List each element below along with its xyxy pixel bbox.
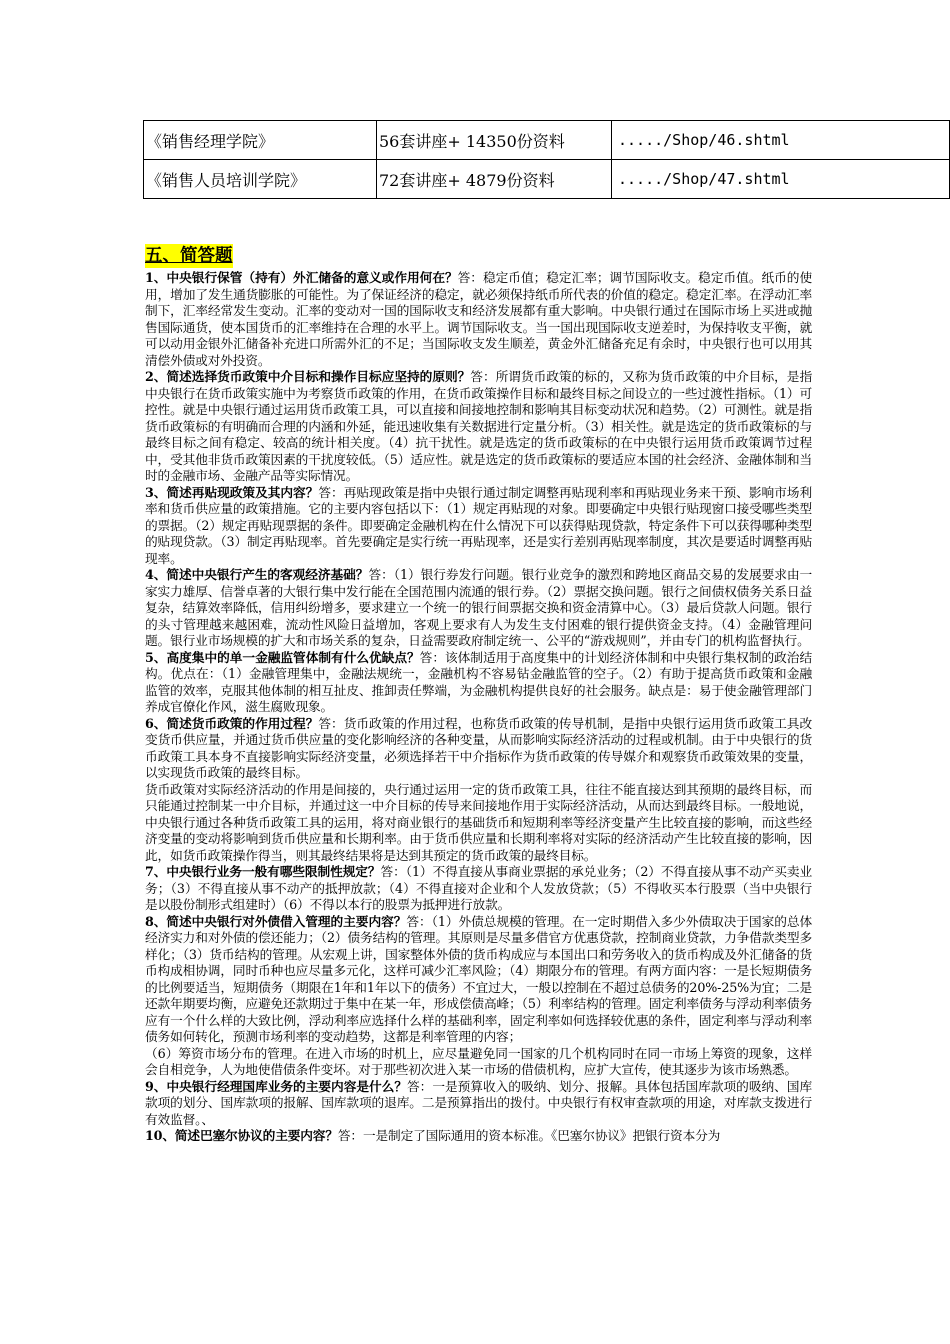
resource-table	[143, 120, 950, 199]
qa-paragraph	[145, 914, 812, 1046]
question-text: 2、简述选择货币政策中介目标和操作目标应坚持的原则？	[145, 369, 471, 384]
answer-text: 货币政策对实际经济活动的作用是间接的，央行通过运用一定的货币政策工具，往往不能直接达到其预期的最终目标，而只能通过控制某一中介目标，并通过这一中介目标的传导来间接地作用于实际经济活动，从而达到最终目标。一般地说，中央银行通过各种货币政策工具的运用，将对商业银行的基础货币和短期利率等经济变量产生比较直接的影响，而这些经济变量的变动将影响到货币供应量和长期利率。由于货币供应量和长期利率将对实际的经济活动产生比较直接的影响，因此，如货币政策操作得当，则其最终结果将是达到其预定的货币政策的最终目标。	[145, 781, 812, 863]
question-text: 6、简述货币政策的作用过程？	[145, 715, 319, 731]
short-answer-section	[145, 244, 812, 1145]
answer-text: 答：（1）不得直接从事商业票据的承兑业务；（2）不得直接从事不动产买卖业务；（3）不得直接从事不动产的抵押放款；（4）不得直接对企业和个人发放贷款；（5）不得收买本行股票（当中央银行是以股份制形式组建时）（6）不得以本行的股票为抵押进行放款。	[145, 864, 813, 912]
question-text: 1、中央银行保管（持有）外汇储备的意义或作用何在？	[145, 270, 458, 285]
answer-text: 答：稳定币值；稳定汇率；调节国际收支。稳定币值。纸币的使用，增加了发生通货膨胀的可能性。为了保证经济的稳定，就必须保持纸币所代表的价值的稳定。稳定汇率。在浮动汇率制下，汇率经常发生变动。汇率的变动对一国的国际收支和经济发展都有重大影响。中央银行通过在国际市场上买进或抛售国际通货，使本国货币的汇率维持在合理的水平上。调节国际收支。当一国出现国际收支逆差时，为保持收支平衡，就可以动用金银外汇储备补充进口所需外汇的不足；当国际收支发生顺差，黄金外汇储备充足有余时，中央银行也可以用其清偿外债或对外投资。	[145, 270, 812, 368]
answer-text: 答：（1）外债总规模的管理。在一定时期借入多少外债取决于国家的总体经济实力和对外债的偿还能力；（2）债务结构的管理。其原则是尽量多借官方优惠贷款，控制商业贷款，力争借款类型多样化；（3）货币结构的管理。从宏观上讲，国家整体外债的货币构成应与本国出口和劳务收入的货币构成及外汇储备的货币构成相协调，同时币种也应尽量多元化，这样可减少汇率风险；（4）期限分布的管理。有两方面内容：一是长短期债务的比例要适当，短期债务（期限在1年和1年以下的债务）不宜过大，一般以控制在不超过总债务的20%-25%为宜；二是还款年期要均衡，应避免还款期过于集中在某一年，形成偿债高峰；（5）利率结构的管理。固定利率债务与浮动利率债务应有一个什么样的大致比例，浮动利率应选择什么样的基础利率，固定利率如何选择较优惠的条件，固定利率与浮动利率债务如何转化，预测市场利率的变动趋势，这都是利率管理的内容；	[145, 913, 812, 1044]
qa-paragraph	[145, 369, 812, 485]
qa-paragraph	[145, 1128, 812, 1145]
answer-text: 答：再贴现政策是指中央银行通过制定调整再贴现利率和再贴现业务来干预、影响市场利率和货币供应量的政策措施。它的主要内容包括以下：（1）规定再贴现的对象。即要确定中央银行贴现窗口接受哪些类型的票据。（2）规定再贴现票据的条件。即要确定金融机构在什么情况下可以获得贴现贷款，特定条件下可以获得哪种类型的贴现贷款。（3）制定再贴现率。首先要确定是实行统一再贴现率，还是实行差别再贴现率制度，其次是要适时调整再贴现率。	[145, 484, 812, 566]
question-text: 7、中央银行业务一般有哪些限制性规定？	[145, 864, 381, 879]
qa-paragraph	[145, 567, 812, 650]
table-row	[144, 121, 950, 160]
qa-continuation	[145, 1046, 812, 1079]
table-row	[144, 160, 950, 199]
qa-continuation	[145, 782, 812, 865]
answer-text: 答：所谓货币政策的标的，又称为货币政策的中介目标，是指中央银行在货币政策实施中为考察货币政策的作用，在货币政策操作目标和最终目标之间设立的一些过渡性指标。（1）可控性。就是中央银行通过运用货币政策工具，可以直接和间接地控制和影响其目标变动状况和趋势。（2）可测性。就是指货币政策标的有明确而合理的内涵和外延，能迅速收集有关数据进行定量分析。（3）相关性。就是选定的货币政策标的与最终目标之间有稳定、较高的统计相关度。（4）抗干扰性。就是选定的货币政策标的在中央银行运用货币政策调节过程中，受其他非货币政策因素的干扰度较低。（5）适应性。就是选定的货币政策标的要适应本国的社会经济、金融体制和当时的金融市场、金融产品等实际情况。	[145, 369, 812, 483]
answer-text: 答：一是制定了国际通用的资本标准。《巴塞尔协议》把银行资本分为	[337, 1128, 721, 1143]
course-count-cell: 72套讲座+ 4879份资料	[377, 160, 612, 199]
course-count-cell: 56套讲座+ 14350份资料	[377, 121, 612, 160]
answer-text: 答：一是预算收入的吸纳、划分、报解。具体包括国库款项的吸纳、国库款项的划分、国库款项的报解、国库款项的退库。二是预算指出的拨付。中央银行有权审查款项的用途，对库款支拨进行有效监督。、	[145, 1078, 812, 1127]
course-link-cell[interactable]: ...../Shop/46.shtml	[612, 121, 950, 160]
question-text: 3、简述再贴现政策及其内容？	[145, 484, 319, 500]
qa-paragraph	[145, 270, 812, 369]
answer-text: （6）筹资市场分布的管理。在进入市场的时机上，应尽量避免同一国家的几个机构同时在同一市场上筹资的现象，这样会自相竞争，人为地使借债条件变坏。对于那些初次进入某一市场的借债机构，应扩大宣传，使其逐步为该市场熟悉。	[145, 1045, 812, 1077]
course-name-cell: 《销售人员培训学院》	[144, 160, 377, 199]
qa-paragraph	[145, 650, 812, 716]
question-text: 9、中央银行经理国库业务的主要内容是什么？	[145, 1078, 407, 1094]
qa-paragraph	[145, 485, 812, 568]
answer-text: 答：（1）银行券发行问题。银行业竞争的激烈和跨地区商品交易的发展要求由一家实力雄厚、信誉卓著的大银行集中发行能在全国范围内流通的银行券。（2）票据交换问题。银行之间债权债务关系日益复杂，结算效率降低，信用纠纷增多，要求建立一个统一的银行间票据交换和资金清算中心。（3）最后贷款人问题。银行的头寸管理越来越困难，流动性风险日益增加，客观上要求有人为发生支付困难的银行提供资金支持。（4）金融管理问题。银行业市场规模的扩大和市场关系的复杂，日益需要政府制定统一、公平的“游戏规则”，并由专门的机构监督执行。	[145, 567, 812, 648]
qa-paragraph	[145, 864, 812, 914]
course-link-cell[interactable]: ...../Shop/47.shtml	[612, 160, 950, 199]
section-title: 五、简答题	[145, 246, 233, 266]
question-text: 10、简述巴塞尔协议的主要内容？	[145, 1128, 338, 1143]
qa-paragraph	[145, 1079, 812, 1129]
question-text: 8、简述中央银行对外债借入管理的主要内容？	[145, 913, 407, 929]
qa-paragraph	[145, 716, 812, 782]
course-name-cell: 《销售经理学院》	[144, 121, 377, 160]
answer-text: 答：该体制适用于高度集中的计划经济体制和中央银行集权制的政治结构。优点在：（1）金融管理集中，金融法规统一，金融机构不容易钻金融监管的空子。（2）有助于提高货币政策和金融监管的效率，克服其他体制的相互扯皮、推卸责任弊端，为金融机构提供良好的社会服务。缺点是：易于使金融管理部门养成官僚化作风，滋生腐败现象。	[145, 649, 812, 714]
question-text: 4、简述中央银行产生的客观经济基础？	[145, 567, 369, 582]
answer-text: 答：货币政策的作用过程，也称货币政策的传导机制，是指中央银行运用货币政策工具改变货币供应量，并通过货币供应量的变化影响经济的各种变量，从而影响实际经济活动的过程或机制。由于中央银行的货币政策工具本身不直接影响实际经济变量，必须选择若干中介指标作为货币政策的传导媒介和观察货币政策效果的变量，以实现货币政策的最终目标。	[145, 715, 812, 780]
question-text: 5、高度集中的单一金融监管体制有什么优缺点？	[145, 649, 420, 665]
